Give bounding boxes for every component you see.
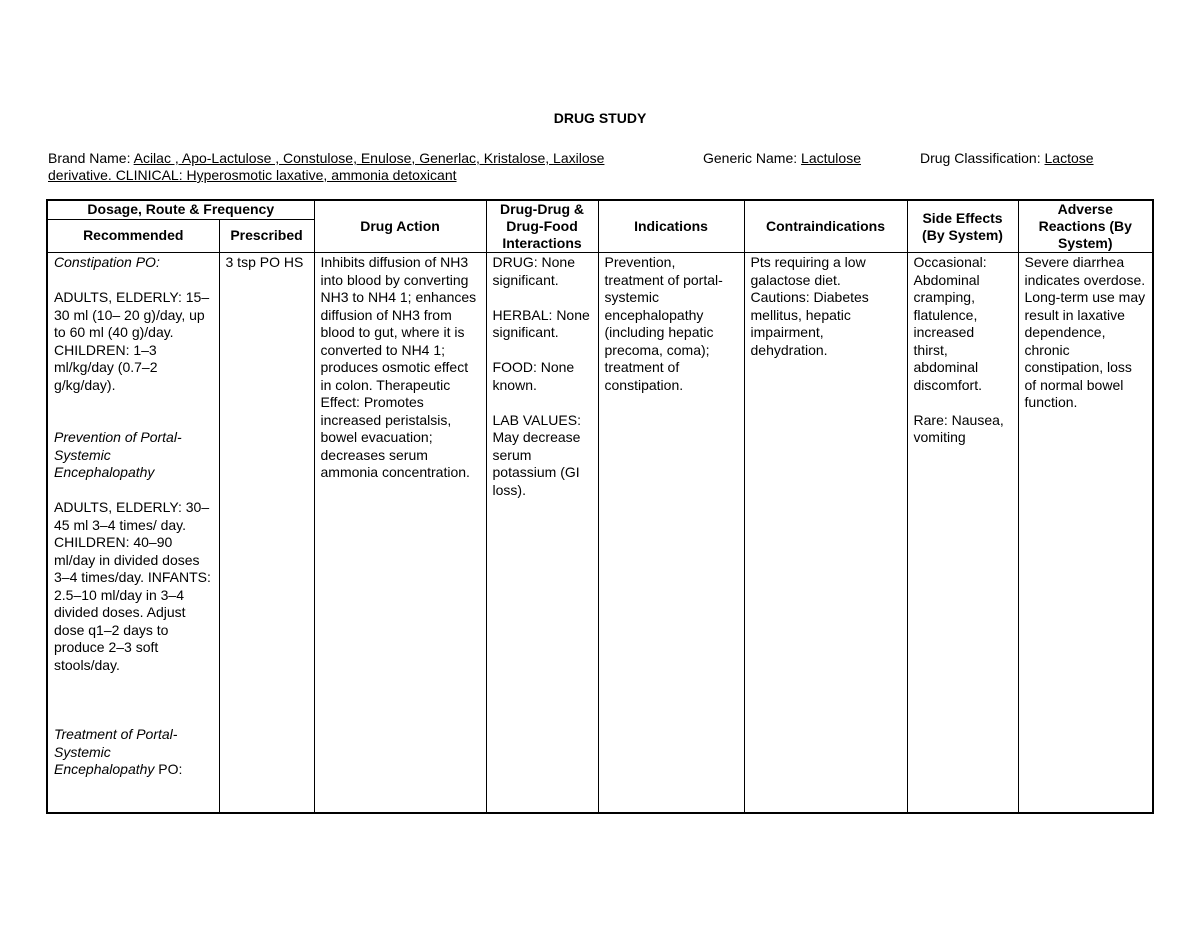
brand-name-line xyxy=(48,150,604,167)
constipation-heading: Constipation PO: xyxy=(54,254,160,270)
header-contraindications: Contraindications xyxy=(744,200,907,253)
cell-indications: Prevention, treatment of portal-systemic encephalopathy (including hepatic precoma, coma); treatment of constipation. xyxy=(598,253,744,814)
side-effects-occasional: Occasional: Abdominal cramping, flatulence, increased thirst, abdominal discomfort. xyxy=(913,254,987,393)
header-drug-action: Drug Action xyxy=(314,200,486,253)
treatment-heading: Treatment of Portal-Systemic Encephalopathy xyxy=(54,726,178,777)
drug-study-table xyxy=(46,199,1154,814)
brand-name-value: Acilac , Apo-Lactulose , Constulose, Enulose, Generlac, Kristalose, Laxilose xyxy=(133,150,605,166)
interaction-lab-values: LAB VALUES: May decrease serum potassium (GI loss). xyxy=(492,411,581,498)
cell-interactions xyxy=(486,253,598,814)
drug-classification-line xyxy=(920,150,1094,167)
header-prescribed: Prescribed xyxy=(219,219,314,252)
drug-classification-continued xyxy=(48,167,457,184)
treatment-route: PO: xyxy=(154,761,183,777)
generic-name-value: Lactulose xyxy=(801,150,861,166)
header-side-effects: Side Effects (By System) xyxy=(907,200,1018,253)
interaction-drug: DRUG: None significant. xyxy=(492,254,575,288)
prevention-heading: Prevention of Portal-Systemic Encephalopathy xyxy=(54,429,182,480)
side-effects-rare: Rare: Nausea, vomiting xyxy=(913,411,1004,445)
drug-classification-label: Drug Classification: xyxy=(920,150,1041,166)
header-adverse-reactions: Adverse Reactions (By System) xyxy=(1018,200,1153,253)
cell-side-effects xyxy=(907,253,1018,814)
table-row xyxy=(47,253,1153,814)
page-title: DRUG STUDY xyxy=(553,110,647,126)
interaction-herbal: HERBAL: None significant. xyxy=(492,306,590,340)
cell-contraindications: Pts requiring a low galactose diet. Cautions: Diabetes mellitus, hepatic impairment, dehydration. xyxy=(744,253,907,814)
header-recommended: Recommended xyxy=(47,219,219,252)
cell-drug-action: Inhibits diffusion of NH3 into blood by converting NH3 to NH4 1; enhances diffusion of NH3 from blood to gut, where it is converted to NH4 1; produces osmotic effect in colon. Therapeutic Effect: Promotes increased peristalsis, bowel evacuation; decreases serum ammonia concentration. xyxy=(314,253,486,814)
cell-prescribed: 3 tsp PO HS xyxy=(219,253,314,814)
header-dosage-route-frequency: Dosage, Route & Frequency xyxy=(47,200,314,219)
header-indications: Indications xyxy=(598,200,744,253)
prevention-dosage: ADULTS, ELDERLY: 30–45 ml 3–4 times/ day. CHILDREN: 40–90 ml/day in divided doses 3–4 times/day. INFANTS: 2.5–10 ml/day in 3–4 divided doses. Adjust dose q1–2 days to produce 2–3 soft stools/day. xyxy=(54,499,211,673)
drug-classification-value-continued: derivative. CLINICAL: Hyperosmotic laxative, ammonia detoxicant xyxy=(48,167,457,183)
header-interactions: Drug-Drug & Drug-Food Interactions xyxy=(486,200,598,253)
drug-classification-value: Lactose xyxy=(1044,150,1094,166)
generic-name-label: Generic Name: xyxy=(703,150,798,166)
interaction-food: FOOD: None known. xyxy=(492,359,575,393)
generic-name-line xyxy=(703,150,861,167)
cell-adverse-reactions: Severe diarrhea indicates overdose. Long-term use may result in laxative dependence, chronic constipation, loss of normal bowel function. xyxy=(1018,253,1153,814)
cell-recommended xyxy=(47,253,219,814)
brand-name-label: Brand Name: xyxy=(48,150,131,166)
constipation-dosage: ADULTS, ELDERLY: 15–30 ml (10– 20 g)/day, up to 60 ml (40 g)/day. CHILDREN: 1–3 ml/kg/day (0.7–2 g/kg/day). xyxy=(54,289,210,393)
